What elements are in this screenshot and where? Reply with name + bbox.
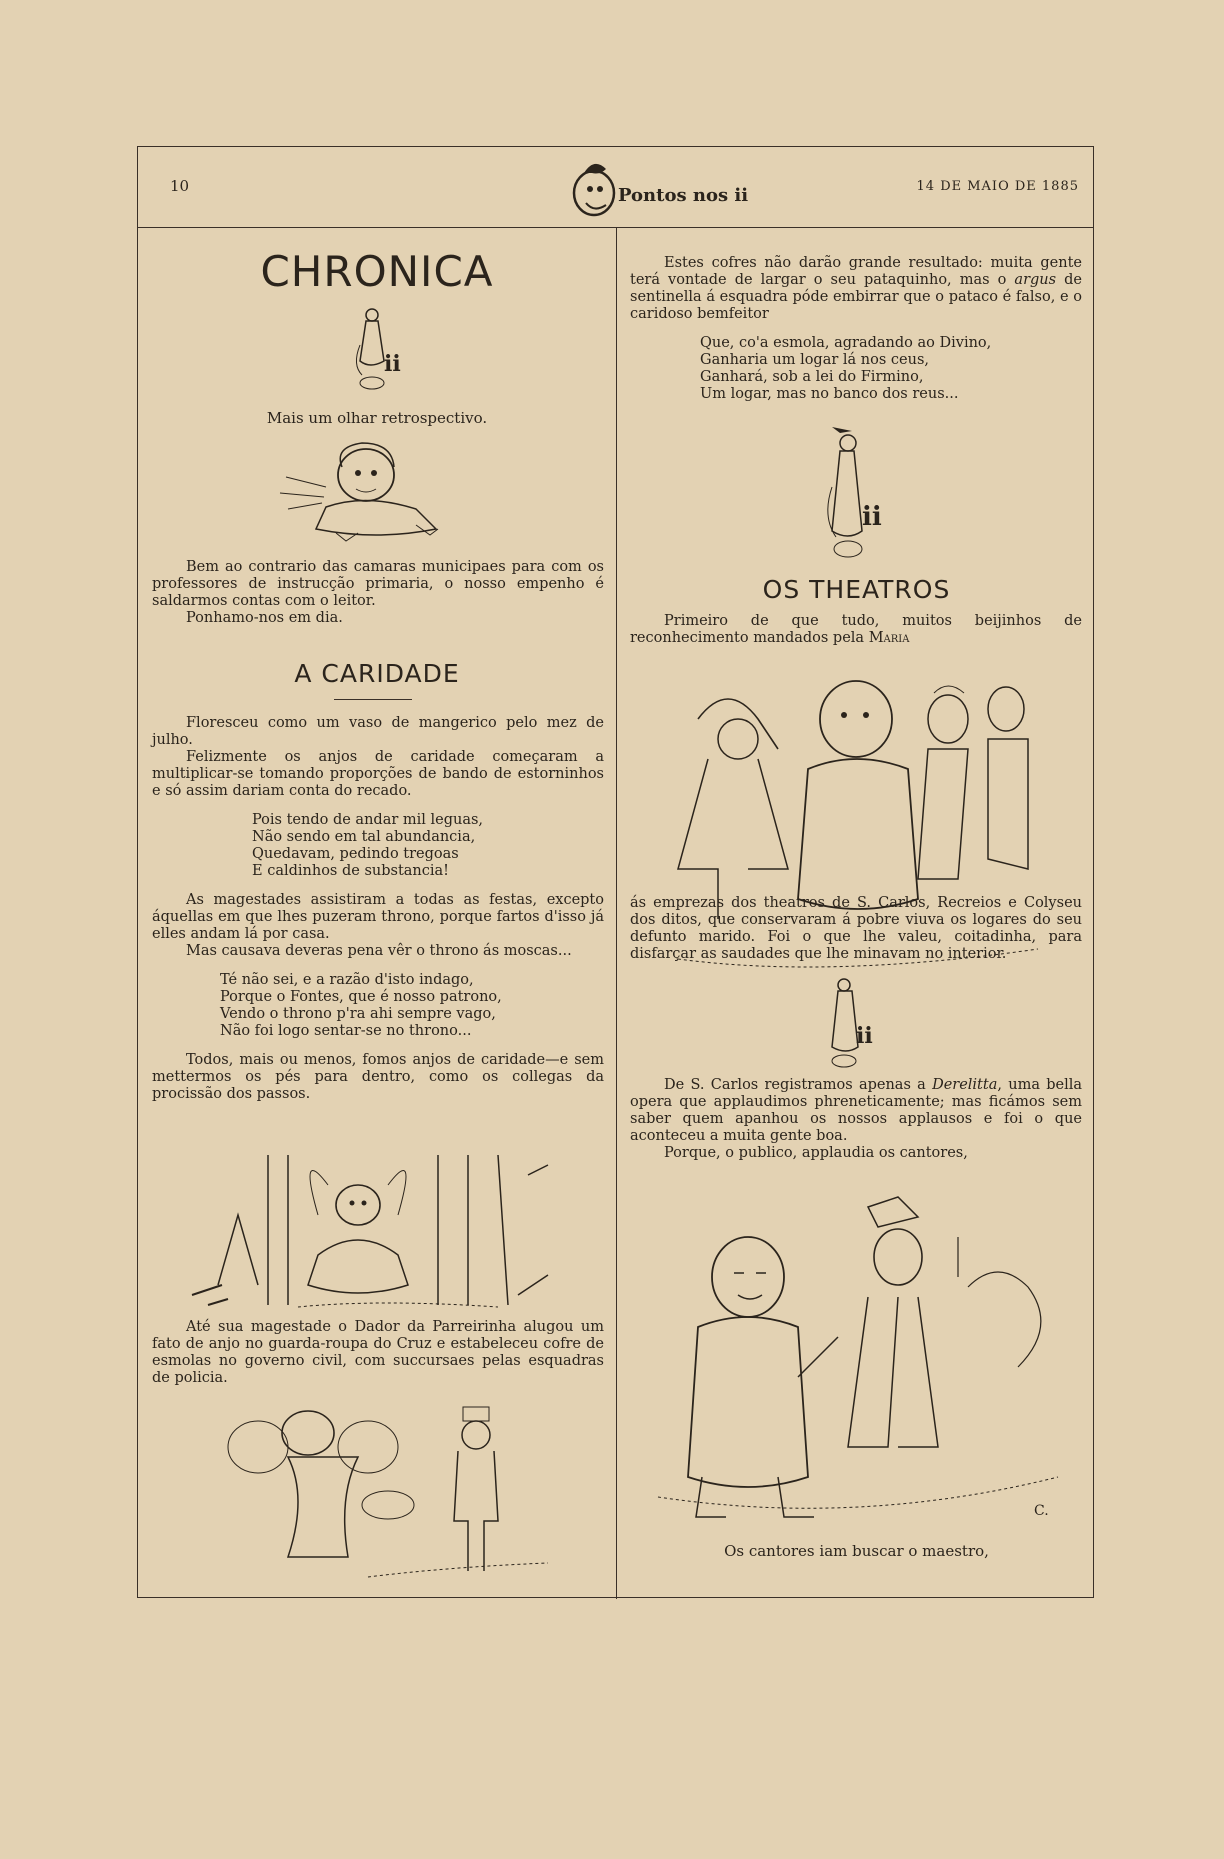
- chronica-title: CHRONICA: [260, 247, 494, 296]
- chronica-intro: [152, 559, 604, 627]
- verse-line: E caldinhos de substancia!: [252, 863, 449, 879]
- page-frame: [137, 146, 1094, 1598]
- angel-vignette-left: [350, 305, 406, 395]
- issue-date: 14 DE MAIO DE 1885: [916, 179, 1079, 194]
- section-rule: [334, 699, 412, 700]
- paragraph: As magestades assistiram a todas as festas, excepto áquellas em que lhes puzeram throno, porque fartos d'isso já elles andam lá por casa.: [152, 892, 604, 942]
- verse-line: Um logar, mas no banco dos reus...: [700, 386, 959, 402]
- svg-text:C.: C.: [1034, 1503, 1049, 1519]
- verse-1: [252, 812, 604, 880]
- paragraph: Estes cofres não darão grande resultado: muita gente terá vontade de largar o seu pataquinho, mas o argus de sentinella á esquadra póde embirrar que o pataco é falso, e o caridoso bemfeitor: [630, 255, 1082, 322]
- masthead-logo: [556, 153, 749, 221]
- svg-text:ii: ii: [862, 502, 882, 532]
- illustration-caption: Os cantores iam buscar o maestro,: [724, 1542, 989, 1560]
- illustration-man-looking-back: [266, 437, 466, 547]
- svg-text:ii: ii: [384, 351, 401, 377]
- verse-line: Pois tendo de andar mil leguas,: [252, 812, 484, 828]
- paragraph: Mas causava deveras pena vêr o throno ás moscas...: [186, 943, 572, 959]
- illustration-angel-and-policeman: [218, 1397, 598, 1587]
- paragraph: Bem ao contrario das camaras municipaes para com os professores de instrucção primaria, o nosso empenho é saldarmos contas com o leitor.: [152, 559, 604, 609]
- paragraph: Ponhamo-nos em dia.: [186, 610, 343, 626]
- verse-line: Não foi logo sentar-se no throno...: [220, 1023, 472, 1039]
- verse-line: Não sendo em tal abundancia,: [252, 829, 476, 845]
- caridade-text-2: [152, 1319, 604, 1387]
- angel-vignette-small: [818, 973, 878, 1073]
- paragraph: ás emprezas dos theatros de S. Carlos, Recreios e Colyseu dos ditos, que conservaram á pobre viuva os logares do seu defunto marido. Foi o que lhe valeu, coitadinha, para disfarçar as saudades que lhe minavam no interior.: [630, 895, 1082, 962]
- caridade-title: A CARIDADE: [294, 659, 460, 688]
- verse-line: Ganharia um logar lá nos ceus,: [700, 352, 930, 368]
- verse-line: Que, co'a esmola, agradando ao Divino,: [700, 335, 992, 351]
- illustration-procession: [178, 1145, 578, 1315]
- paragraph: De S. Carlos registramos apenas a Derelitta, uma bella opera que applaudimos phreneticamente; mas ficámos sem saber quem apanhou os nossos applausos e foi o que aconteceu a muita gente boa.: [630, 1077, 1083, 1144]
- column-divider: [616, 227, 617, 1599]
- paragraph: Porque, o publico, applaudia os cantores,: [664, 1145, 968, 1161]
- masthead-text: Pontos nos ii: [618, 185, 749, 206]
- verse-line: Ganhará, sob a lei do Firmino,: [700, 369, 924, 385]
- illustration-singers: [638, 1197, 1078, 1533]
- right-text-1: [630, 255, 1082, 415]
- verse-line: Vendo o throno p'ra ahi sempre vago,: [220, 1006, 496, 1022]
- verse-line: Quedavam, pedindo tregoas: [252, 846, 459, 862]
- page-number: 10: [170, 177, 190, 195]
- svg-text:ii: ii: [856, 1023, 873, 1049]
- theatros-text-1: [630, 895, 1082, 963]
- theatros-text-2: [630, 1077, 1082, 1162]
- verse-line: Té não sei, e a razão d'isto indago,: [220, 972, 474, 988]
- paragraph: Floresceu como um vaso de mangerico pelo mez de julho.: [152, 715, 604, 748]
- chronica-subtitle: Mais um olhar retrospectivo.: [266, 409, 488, 427]
- theatros-title: OS THEATROS: [762, 575, 951, 604]
- theatros-intro: [630, 613, 1082, 647]
- page-header: [138, 147, 1093, 228]
- paragraph: Felizmente os anjos de caridade começaram a multiplicar-se tomando proporções de bando de estorninhos e só assim dariam conta do recado.: [152, 749, 604, 799]
- angel-vignette-right: [818, 427, 888, 567]
- verse-2: [220, 972, 604, 1040]
- paragraph: Até sua magestade o Dador da Parreirinha alugou um fato de anjo no guarda-roupa do Cruz e estabeleceu cofre de esmolas no governo civil, com succursaes pelas esquadras de policia.: [152, 1319, 604, 1386]
- caridade-text-1: [152, 715, 604, 1103]
- paragraph: Todos, mais ou menos, fomos anjos de caridade—e sem mettermos os pés para dentro, como os collegas da procissão dos passos.: [152, 1052, 604, 1102]
- paragraph: Primeiro de que tudo, muitos beijinhos de reconhecimento mandados pela Maria: [630, 613, 1082, 646]
- verse-3: [700, 335, 1082, 403]
- verse-line: Porque o Fontes, que é nosso patrono,: [220, 989, 502, 1005]
